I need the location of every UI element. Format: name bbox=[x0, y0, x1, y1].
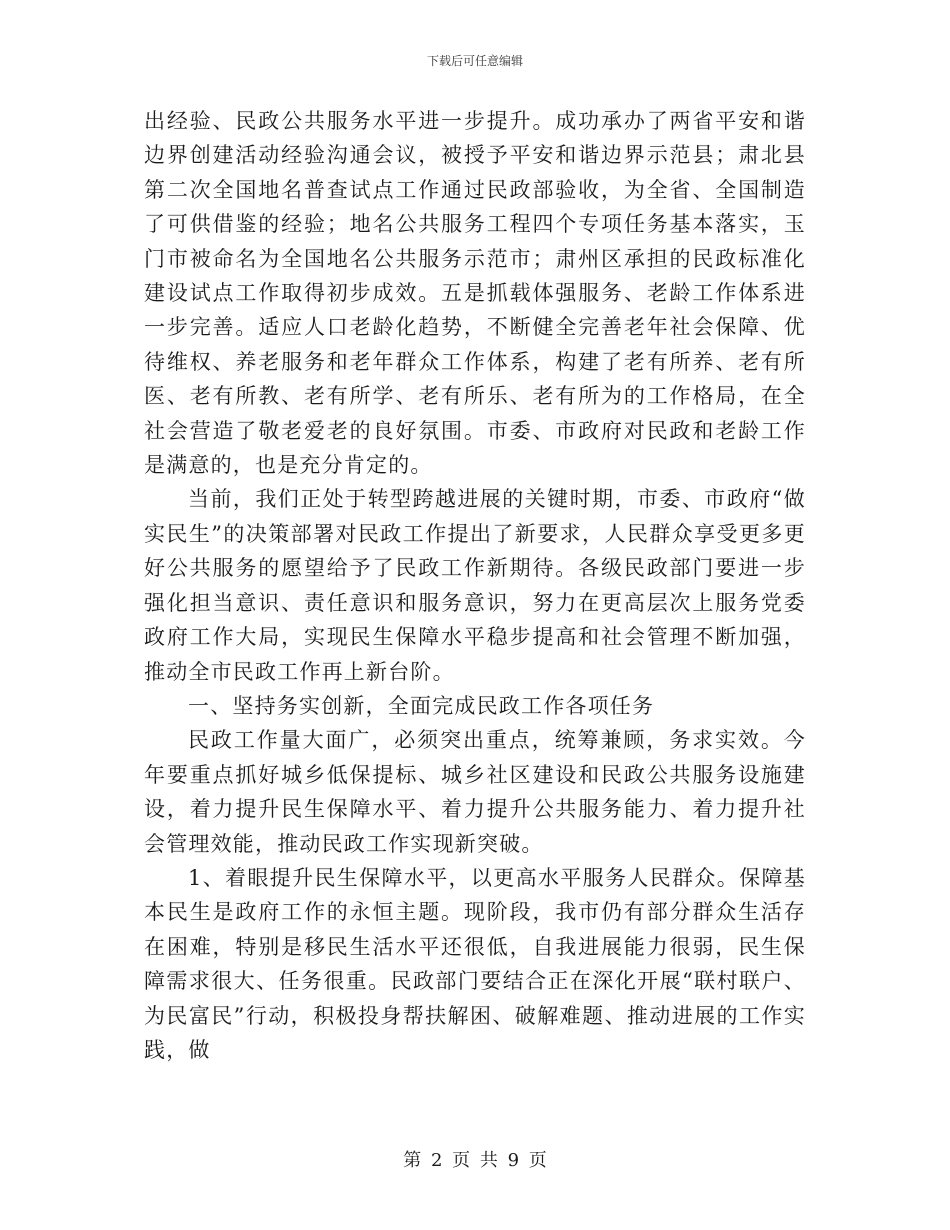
page-header: 下载后可任意编辑 bbox=[426, 54, 523, 68]
section-heading: 一、坚持务实创新，全面完成民政工作各项任务 bbox=[188, 693, 655, 718]
page-number-footer: 第 2 页 共 9 页 bbox=[403, 1150, 547, 1171]
paragraph-continued: 出经验、民政公共服务水平进一步提升。成功承办了两省平安和谐边界创建活动经验沟通会议，被授予平安和谐边界示范县；肃北县第二次全国地名普查试点工作通过民政部验收，为全省、全国制造了可供借鉴的经验；地名公共服务工程四个专项任务基本落实，玉门市被命名为全国地名公共服务示范市；肃州区承担的民政标准化建设试点工作取得初步成效。五是抓载体强服务、老龄工作体系进一步完善。适应人口老龄化趋势，不断健全完善老年社会保障、优待维权、养老服务和老年群众工作体系，构建了老有所养、老有所医、老有所教、老有所学、老有所乐、老有所为的工作格局，在全社会营造了敬老爱老的良好氛围。市委、市政府对民政和老龄工作是满意的，也是充分肯定的。 bbox=[144, 109, 806, 478]
paragraph: 1、着眼提升民生保障水平，以更高水平服务人民群众。保障基本民生是政府工作的永恒主题。现阶段，我市仍有部分群众生活存在困难，特别是移民生活水平还很低，自我进展能力很弱，民生保障需求很大、任务很重。民政部门要结合正在深化开展“联村联户、为民富民”行动，积极投身帮扶解困、破解难题、推动进展的工作实践，做 bbox=[144, 865, 806, 1062]
paragraph: 当前，我们正处于转型跨越进展的关键时期，市委、市政府“做实民生”的决策部署对民政工作提出了新要求，人民群众享受更多更好公共服务的愿望给予了民政工作新期待。各级民政部门要进一步强化担当意识、责任意识和服务意识，努力在更高层次上服务党委政府工作大局，实现民生保障水平稳步提高和社会管理不断加强，推动全市民政工作再上新台阶。 bbox=[144, 487, 806, 684]
document-body bbox=[144, 104, 806, 1067]
paragraph: 民政工作量大面广，必须突出重点，统筹兼顾，务求实效。今年要重点抓好城乡低保提标、城乡社区建设和民政公共服务设施建设，着力提升民生保障水平、着力提升公共服务能力、着力提升社会管理效能，推动民政工作实现新突破。 bbox=[144, 728, 806, 856]
